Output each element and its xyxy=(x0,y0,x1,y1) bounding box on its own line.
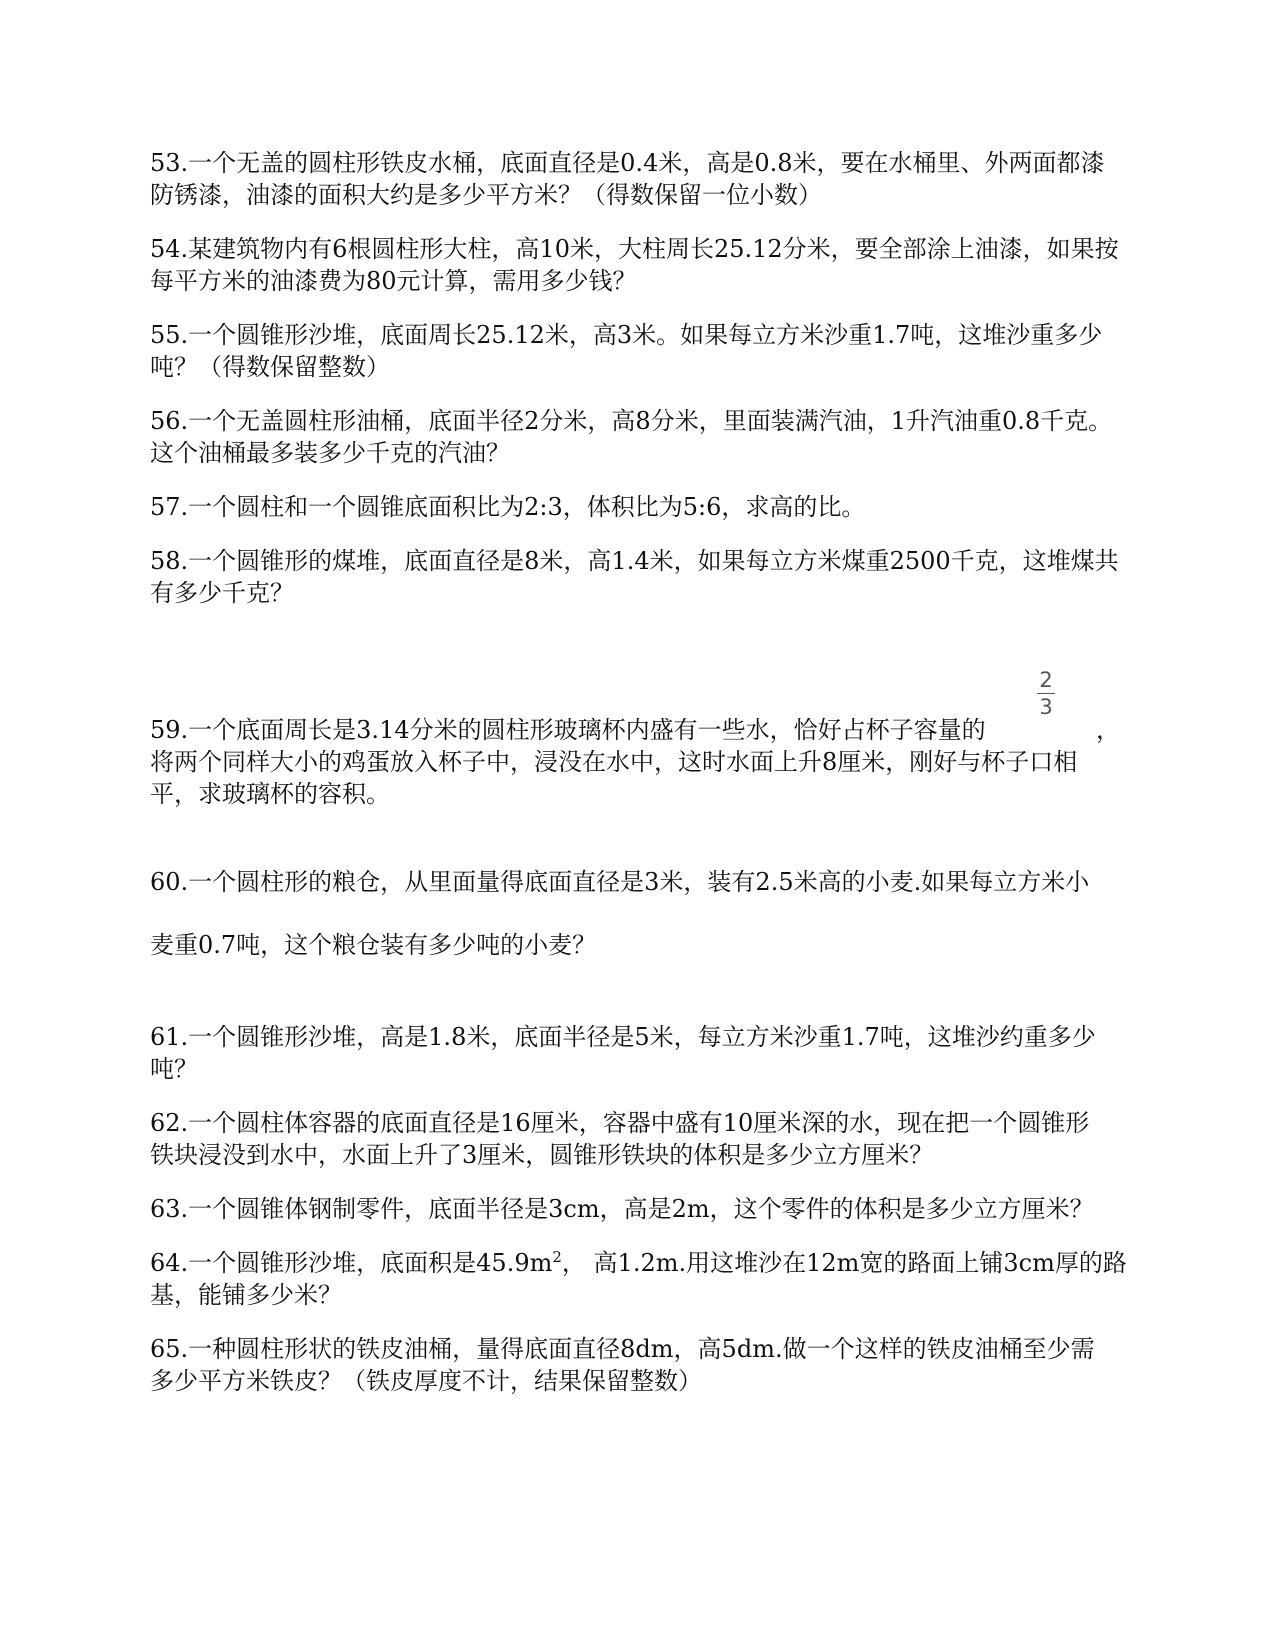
problem-57-line-1: 57.一个圆柱和一个圆锥底面积比为2:3，体积比为5:6，求高的比。 xyxy=(150,493,866,521)
problem-61-line-2: 吨？ xyxy=(150,1055,198,1083)
fraction-numerator: 2 xyxy=(1039,668,1053,692)
problem-53-line-2: 防锈漆，油漆的面积大约是多少平方米？（得数保留一位小数） xyxy=(150,181,822,209)
problem-59 xyxy=(150,714,1140,810)
problem-64-line-1-b: ， 高1.2m.用这堆沙在12m宽的路面上铺3cm厚的路 xyxy=(561,1249,1127,1277)
problem-60-line-2-block xyxy=(150,929,1140,961)
problem-55-line-1: 55.一个圆锥形沙堆，底面周长25.12米，高3米。如果每立方米沙重1.7吨，这堆沙重多少 xyxy=(150,321,1103,349)
problem-59-line-1: 59.一个底面周长是3.14分米的圆柱形玻璃杯内盛有一些水，恰好占杯子容量的 xyxy=(150,716,986,744)
problem-64-line-1 xyxy=(150,1247,1140,1279)
problem-60-line-1-block xyxy=(150,866,1140,898)
problem-62-line-2: 铁块浸没到水中，水面上升了3厘米，圆锥形铁块的体积是多少立方厘米？ xyxy=(150,1141,934,1169)
squared-superscript: 2 xyxy=(552,1248,562,1266)
problem-63-line-1: 63.一个圆锥体钢制零件，底面半径是3cm，高是2m，这个零件的体积是多少立方厘米？ xyxy=(150,1195,1094,1223)
problem-54 xyxy=(150,233,1140,297)
problem-53-line-1: 53.一个无盖的圆柱形铁皮水桶，底面直径是0.4米，高是0.8米，要在水桶里、外两面都漆 xyxy=(150,149,1105,177)
problem-56 xyxy=(150,405,1140,469)
problem-59-comma: ， xyxy=(1096,716,1120,744)
problem-62-line-1: 62.一个圆柱体容器的底面直径是16厘米，容器中盛有10厘米深的水，现在把一个圆锥形 xyxy=(150,1109,1090,1137)
problem-56-line-1: 56.一个无盖圆柱形油桶，底面半径2分米，高8分米，里面装满汽油，1升汽油重0.8千克。 xyxy=(150,407,1113,435)
problem-60-line-1: 60.一个圆柱形的粮仓，从里面量得底面直径是3米，装有2.5米高的小麦.如果每立方米小 xyxy=(150,868,1090,896)
problem-55 xyxy=(150,319,1140,383)
problem-62 xyxy=(150,1107,1140,1171)
fraction-bar xyxy=(1037,693,1055,694)
problem-58-line-1: 58.一个圆锥形的煤堆，底面直径是8米，高1.4米，如果每立方米煤重2500千克，这堆煤共 xyxy=(150,547,1119,575)
problem-56-line-2: 这个油桶最多装多少千克的汽油？ xyxy=(150,439,510,467)
problem-55-line-2: 吨？（得数保留整数） xyxy=(150,353,390,381)
problem-54-line-1: 54.某建筑物内有6根圆柱形大柱，高10米，大柱周长25.12分米，要全部涂上油漆，如果按 xyxy=(150,235,1119,263)
problem-61 xyxy=(150,1021,1140,1085)
problem-64-line-1-a: 64.一个圆锥形沙堆，底面积是45.9m xyxy=(150,1249,553,1277)
problem-65-line-1: 65.一种圆柱形状的铁皮油桶，量得底面直径8dm，高5dm.做一个这样的铁皮油桶至少需 xyxy=(150,1335,1095,1363)
problem-65 xyxy=(150,1333,1140,1397)
problem-59-line-3: 平，求玻璃杯的容积。 xyxy=(150,780,390,808)
problem-65-line-2: 多少平方米铁皮？（铁皮厚度不计，结果保留整数） xyxy=(150,1367,702,1395)
problem-58-line-2: 有多少千克？ xyxy=(150,579,294,607)
fraction-denominator: 3 xyxy=(1039,695,1053,719)
problem-63 xyxy=(150,1193,1140,1225)
problem-53 xyxy=(150,147,1140,211)
problem-57 xyxy=(150,491,1140,523)
problem-59-line-2: 将两个同样大小的鸡蛋放入杯子中，浸没在水中，这时水面上升8厘米，刚好与杯子口相 xyxy=(150,748,1078,776)
fraction-two-thirds xyxy=(1034,668,1058,719)
problem-58 xyxy=(150,545,1140,609)
problem-61-line-1: 61.一个圆锥形沙堆，高是1.8米，底面半径是5米，每立方米沙重1.7吨，这堆沙约重多少 xyxy=(150,1023,1096,1051)
problem-54-line-2: 每平方米的油漆费为80元计算，需用多少钱？ xyxy=(150,267,637,295)
problem-64 xyxy=(150,1247,1140,1311)
problem-60-line-2: 麦重0.7吨，这个粮仓装有多少吨的小麦？ xyxy=(150,931,597,959)
problem-64-line-2: 基，能铺多少米？ xyxy=(150,1281,342,1309)
